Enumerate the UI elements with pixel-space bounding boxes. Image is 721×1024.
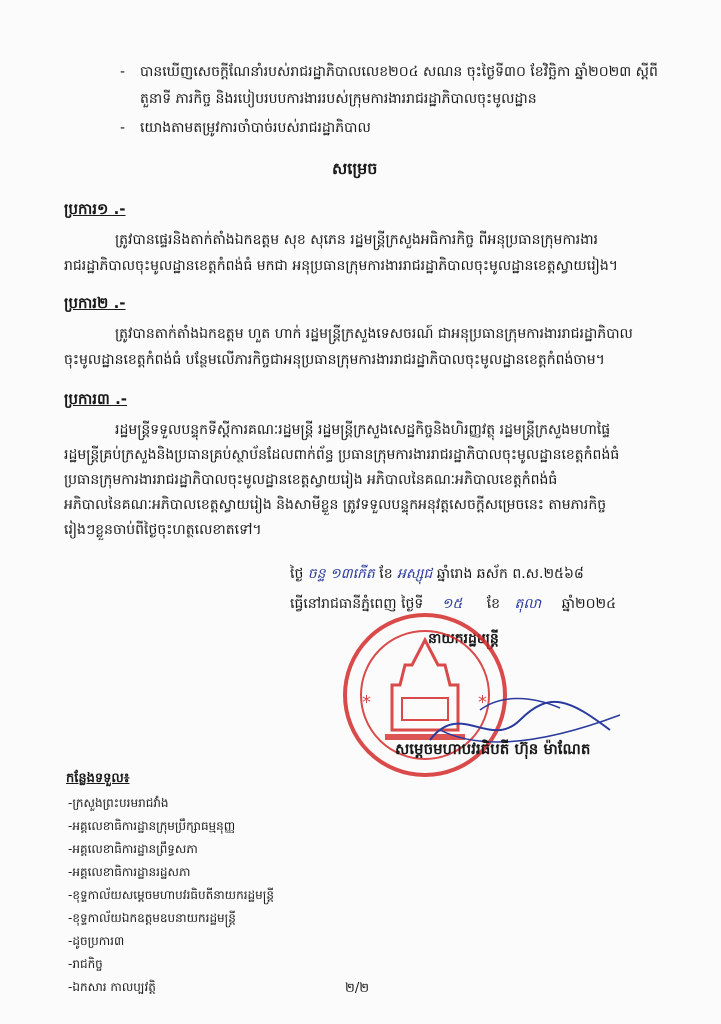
month-word: ខែ: [486, 596, 501, 612]
svg-text:*: *: [478, 692, 487, 713]
signer-role: នាយករដ្ឋមន្ត្រី: [428, 631, 499, 647]
article-text-line: ត្រូវបានផ្ទេរនិងតាក់តាំងឯកឧត្តម សុខ សុភេន រដ្ឋមន្ត្រីក្រសួងអធិការកិច្ច ពីអនុប្រធានក្រុមការងារ: [115, 232, 598, 248]
preamble-line: យោងតាមតម្រូវការចាំបាច់របស់រាជរដ្ឋាភិបាល: [140, 120, 371, 136]
cc-item: -ដូចប្រការ៣: [68, 934, 125, 948]
cc-item: -អគ្គលេខាធិការដ្ឋានព្រឹទ្ធសភា: [68, 842, 198, 856]
page-number: ២/២: [345, 981, 370, 996]
cc-item: -អគ្គលេខាធិការដ្ឋានក្រុមប្រឹក្សាធម្មនុញ្ញ: [68, 819, 236, 833]
cc-item: -អគ្គលេខាធិការដ្ឋានរដ្ឋសភា: [68, 865, 191, 879]
year-text: ឆ្នាំ២០២៤: [561, 596, 617, 612]
cc-item: -ខុទ្ទកាល័យឯកឧត្តមឧបនាយករដ្ឋមន្ត្រី: [68, 911, 236, 925]
lunar-date-line: [290, 566, 584, 583]
handwritten-month: តុលា: [514, 596, 542, 612]
article-text-line: រដ្ឋមន្ត្រីគ្រប់ក្រសួងនិងប្រធានគ្រប់ស្ថាប័នដែលពាក់ព័ន្ធ ប្រធានក្រុមការងាររាជរដ្ឋាភិបាលចុះមូលដ្ឋានខេត្តកំពង់ធំ: [64, 447, 620, 463]
article-label: ប្រការ១ .-: [64, 200, 126, 218]
article-label: ប្រការ២ .-: [64, 294, 126, 312]
bullet-dash: -: [120, 120, 126, 136]
article-text-line: ចុះមូលដ្ឋានខេត្តកំពង់ធំ បន្ថែមលើភារកិច្ចជាអនុប្រធានក្រុមការងាររាជរដ្ឋាភិបាលចុះមូលដ្ឋានខេត្តកំពង់ចាម។: [64, 352, 605, 368]
preamble-line: បានឃើញសេចក្តីណែនាំរបស់រាជរដ្ឋាភិបាលលេខ២០៤ សណន ចុះថ្ងៃទី៣០ ខែវិច្ឆិកា ឆ្នាំ២០២៣ ស្តីពី: [140, 64, 658, 80]
article-text-line: រាជរដ្ឋាភិបាលចុះមូលដ្ឋានខេត្តកំពង់ធំ មកជា អនុប្រធានក្រុមការងាររាជរដ្ឋាភិបាលចុះមូលដ្ឋានខេត្តស្វាយរៀង។: [64, 258, 618, 274]
year-text: ឆ្នាំរោង ឆស័ក ព.ស.២៥៦៨: [436, 566, 584, 582]
cc-item: -ខុទ្ទកាល័យសម្តេចមហាបវរធិបតីនាយករដ្ឋមន្ត្រី: [68, 888, 274, 902]
cc-item: -រាជកិច្ច: [68, 957, 103, 971]
svg-text:*: *: [362, 692, 371, 713]
date-prefix: ធ្វើនៅរាជធានីភ្នំពេញ ថ្ងៃទី: [290, 596, 424, 612]
signer-name: សម្តេចមហាបវរធិបតី ហ៊ុន ម៉ាណែត: [395, 740, 591, 758]
date-prefix: ថ្ងៃ: [290, 566, 304, 582]
article-label: ប្រការ៣ .-: [64, 390, 127, 408]
article-text-line: រៀងៗខ្លួនចាប់ពីថ្ងៃចុះហត្ថលេខាតទៅ។: [64, 522, 262, 538]
article-text-line: ប្រធានក្រុមការងាររាជរដ្ឋាភិបាលចុះមូលដ្ឋានខេត្តស្វាយរៀង អភិបាលនៃគណៈអភិបាលខេត្តកំពង់ធំ: [64, 472, 558, 488]
article-text-line: អភិបាលនៃគណៈអភិបាលខេត្តស្វាយរៀង និងសាមីខ្លួន ត្រូវទទួលបន្ទុកអនុវត្តសេចក្តីសម្រេចនេះ តាមភារកិច្ច: [64, 497, 607, 513]
month-word: ខែ: [379, 566, 393, 582]
cc-title: កន្លែងទទួល៖: [66, 771, 130, 786]
decision-heading: សម្រេច: [332, 159, 378, 178]
handwritten-month: អស្សុជ: [397, 566, 433, 582]
preamble-line: តួនាទី ភារកិច្ច និងរបៀបរបបការងាររបស់ក្រុមការងាររាជរដ្ឋាភិបាលចុះមូលដ្ឋាន: [140, 91, 537, 107]
handwritten-day: ចន្ទ ១៣កើត: [307, 566, 375, 582]
cc-item: -ក្រសួងព្រះបរមរាជវាំង: [68, 796, 169, 810]
cc-item: -ឯកសារ កាលប្បវត្តិ: [68, 980, 156, 994]
article-text-line: ត្រូវបានតាក់តាំងឯកឧត្តម ហួត ហាក់ រដ្ឋមន្ត្រីក្រសួងទេសចរណ៍ ជាអនុប្រធានក្រុមការងាររាជរដ្ឋាភិបាល: [115, 326, 633, 342]
article-text-line: រដ្ឋមន្ត្រីទទួលបន្ទុកទីស្តីការគណៈរដ្ឋមន្ត្រី រដ្ឋមន្ត្រីក្រសួងសេដ្ឋកិច្ចនិងហិរញ្ញវត្ថុ រដ្ឋមន្ត្រីក្រសួងមហាផ្ទៃ: [115, 422, 611, 438]
bullet-dash: -: [120, 64, 126, 80]
handwritten-day: ១៥: [441, 596, 463, 612]
